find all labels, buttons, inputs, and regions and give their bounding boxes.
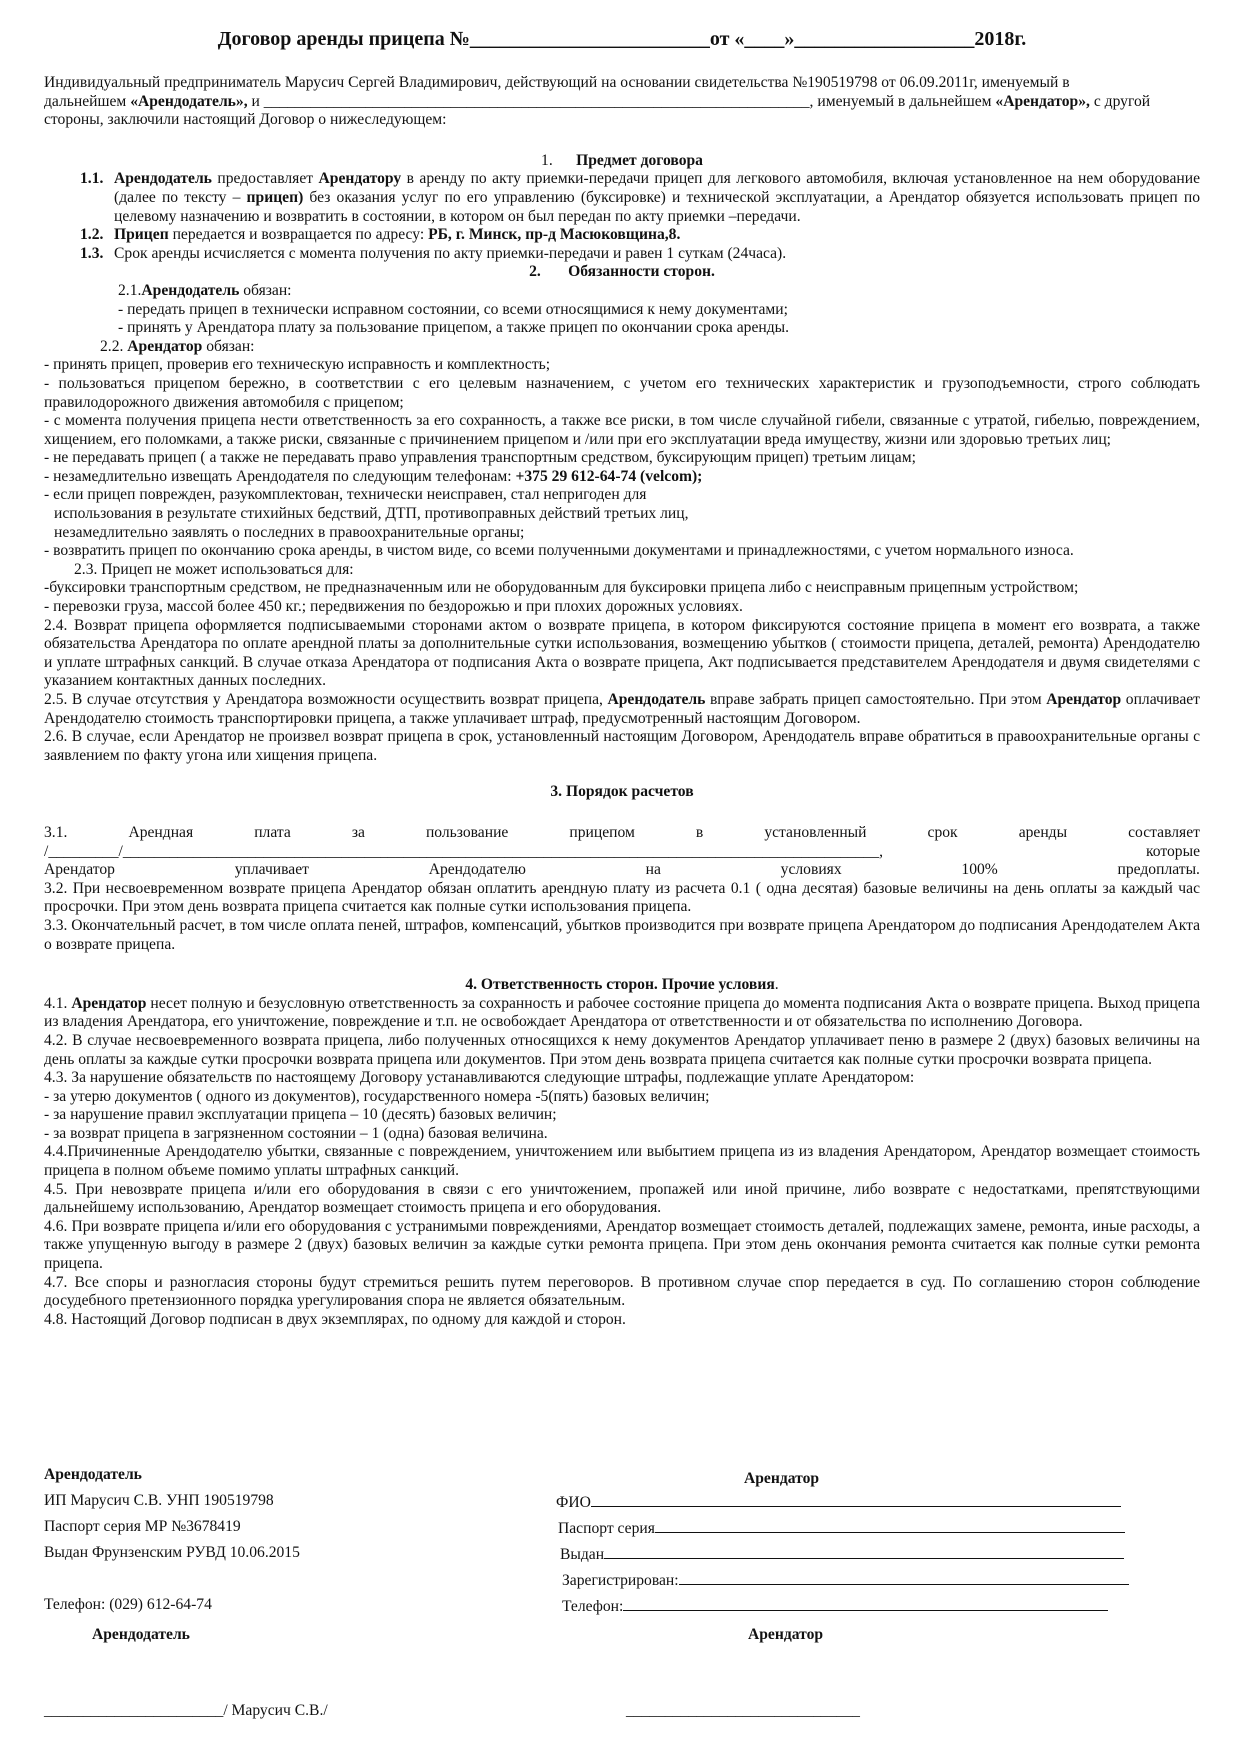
clause-4-2: 4.2. В случае несвоевременного возврата прицепа, либо полученных относящихся к нему документов Арендатор уплачивает пеню в размере 2 (двух) базовых величины на день оплаты за каждые сутки просрочки возврата прицепа или документов. При этом день возврата прицепа считается как полные сутки просрочки возврата прицепа.: [44, 1031, 1200, 1068]
list-item: - возвратить прицеп по окончанию срока аренды, в чистом виде, со всеми полученными документами и принадлежностями, с учетом нормального износа.: [44, 542, 1074, 560]
phone-number: +375 29 612-64-74 (velcom);: [515, 467, 703, 485]
section-2-number: 2.: [529, 263, 541, 281]
word: пользование: [425, 823, 509, 841]
contract-page: [44, 26, 1201, 1719]
list-item: - за возврат прицепа в загрязненном состоянии – 1 (одна) базовая величина.: [44, 1124, 548, 1142]
word: за: [351, 823, 365, 841]
list-item: - если прицеп поврежден, разукомплектован, технически неисправен, стал непригоден для: [44, 486, 647, 504]
clause-2-3: 2.3. Прицеп не может использоваться для:: [74, 560, 354, 578]
list-item: - перевозки груза, массой более 450 кг.; передвижения по бездорожью и при плохих дорожных условиях.: [44, 598, 743, 616]
tenant-sign-heading: Арендатор: [748, 1626, 824, 1643]
text: .: [774, 976, 779, 994]
term: прицеп): [246, 188, 304, 206]
label: Телефон:: [562, 1598, 624, 1615]
word: условиях: [780, 861, 842, 879]
clause-2-4: 2.4. Возврат прицепа оформляется подписываемыми сторонами актом о возврате прицепа, в котором фиксируются состояние прицепа в момент его возврата, а также обязательства Арендатора по оплате арендной платы за дополнительные сутки использования, возмещению убытков ( стоимости прицепа, деталей, ремонта) Арендодателю и уплате штрафных санкций. В случае отказа Арендатора от подписания Акта о возврате прицепа, Акт подписывается представителем Арендодателя и двумя свидетелями с указанием контактных данных последних.: [44, 616, 1200, 690]
intro-text: с другой: [1089, 92, 1151, 110]
clause-3-1-line-3: [44, 861, 1200, 880]
list-item: - принять у Арендатора плату за пользование прицепом, а также прицеп по окончании срока аренды.: [118, 319, 790, 337]
tenant-issued: [560, 1544, 1124, 1565]
list-item-cont: использования в результате стихийных бедствий, ДТП, противоправных действий третьих лиц,: [54, 505, 689, 523]
clause-number: 4.1.: [44, 994, 72, 1012]
intro-paragraph: [44, 74, 1200, 130]
term: Арендатор: [127, 337, 203, 355]
word: аренды: [1018, 823, 1068, 841]
word: предоплаты.: [1117, 861, 1200, 879]
text: предоставляет: [211, 170, 319, 188]
list-item: - пользоваться прицепом бережно, в соответствии с его целевым назначением, с учетом его технических характеристик и грузоподъемности, строго соблюдать правилодорожного движения автомобиля с прицепом;: [44, 374, 1200, 411]
word: установленный: [764, 823, 867, 841]
word: плата: [254, 823, 291, 841]
landlord-phone: Телефон: (029) 612-64-74: [44, 1596, 212, 1613]
clause-4-5: 4.5. При невозврате прицепа и/или его оборудования в связи с его уничтожением, пропажей или иной причине, либо возврате с недостатками, препятствующими дальнейшему использованию, Арендатор возмещает стоимость прицепа и его оборудования.: [44, 1180, 1200, 1217]
text: передается и возвращается по адресу:: [168, 226, 429, 244]
section-1-title: Предмет договора: [576, 151, 703, 169]
clause-4-7: 4.7. Все споры и разногласия стороны будут стремиться решить путем переговоров. В противном случае спор передается в суд. По соглашению сторон соблюдение досудебного претензионного порядка урегулирования спора не является обязательным.: [44, 1273, 1200, 1310]
clause-text: [114, 170, 1200, 226]
tenant-fio: [556, 1492, 1121, 1513]
section-2-title: Обязанности сторон.: [568, 263, 715, 281]
section-2-heading: [44, 263, 1200, 282]
clause-2-5: [44, 691, 1200, 728]
clause-text: Срок аренды исчисляется с момента получения по акту приемки-передачи и равен 1 суткам (24часа).: [114, 244, 787, 262]
term: Арендодатель: [141, 281, 240, 299]
list-item: -буксировки транспортным средством, не предназначенным или не оборудованным для буксировки прицепа либо с неисправным прицепным устройством;: [44, 579, 1079, 597]
text: без оказания услуг по его управлению (буксировке) и технической эксплуатации, а Арендатор обязуется использовать прицеп по целевому назначению и возвратить в состоянии, в котором он был передан по акту приемки –передачи.: [114, 188, 1201, 225]
word: срок: [927, 823, 958, 841]
intro-landlord: «Арендодатель»,: [130, 92, 252, 110]
section-1-number: 1.: [541, 151, 553, 169]
amount-blank: /_________/_________________________________________________________________________________________________,: [44, 842, 884, 860]
text: - незамедлительно извещать Арендодателя по следующим телефонам:: [44, 467, 516, 485]
term: Арендатору: [318, 170, 402, 188]
clause-number: 1.2.: [80, 226, 104, 244]
clause-4-4: 4.4.Причиненные Арендодателю убытки, связанные с повреждением, уничтожением или выбытием прицепа из из владения Арендатором, Арендатор возмещает стоимость прицепа в полном объеме помимо уплаты штрафных санкций.: [44, 1143, 1200, 1180]
clause-3-1-line-1: [44, 824, 1200, 843]
landlord-sign-heading: Арендодатель: [92, 1626, 190, 1643]
list-item: - передать прицеп в технически исправном состоянии, со всеми относящимися к нему документами;: [118, 300, 788, 318]
tenant-heading: Арендатор: [744, 1470, 820, 1487]
clause-4-6: 4.6. При возврате прицепа и/или его оборудования с устранимыми повреждениями, Арендатор возмещает стоимость деталей, подлежащих замене, ремонта, иные расходы, а также упущенную выгоду в размере 2 (двух) базовых величин за каждые сутки ремонта прицепа. При этом день окончания ремонта считается как полные сутки ремонта прицепа.: [44, 1217, 1200, 1273]
clause-3-1-line-2: [44, 843, 1200, 862]
word: в: [695, 823, 704, 841]
clause-1-1: [44, 170, 1200, 226]
issued-field[interactable]: [604, 1544, 1124, 1559]
word: Арендная: [128, 823, 194, 841]
word: Арендатор: [44, 861, 115, 879]
text: в аренду по акту приемки-передачи прицеп для легкового автомобиля, включая установленное на нем оборудование (далее по тексту –: [114, 170, 1201, 206]
term: Арендатор: [1046, 691, 1122, 708]
address: РБ, г. Минск, пр-д Масюковщина,8.: [428, 226, 681, 244]
clause-number: 2.2.: [100, 337, 128, 355]
list-item: - за утерю документов ( одного из документов), государственного номера -5(пять) базовых величин;: [44, 1087, 710, 1105]
landlord-heading: Арендодатель: [44, 1466, 142, 1483]
term: Арендодатель: [607, 691, 706, 708]
intro-tenant: «Арендатор»,: [995, 92, 1090, 110]
landlord-issued: Выдан Фрунзенским РУВД 10.06.2015: [44, 1544, 300, 1561]
word: которые: [1146, 842, 1200, 860]
clause-3-2: 3.2. При несвоевременном возврате прицепа Арендатор обязан оплатить арендную плату из расчета 0.1 ( одна десятая) базовые величины на день оплаты за каждый час просрочки. При этом день возврата прицепа считается как полные сутки использования прицепа.: [44, 879, 1200, 916]
label: Зарегистрирован:: [562, 1572, 679, 1589]
intro-text: дальнейшем: [44, 92, 131, 110]
word: на: [645, 861, 661, 879]
word: уплачивает: [234, 861, 309, 879]
clause-1-3: [44, 245, 1200, 264]
clause-2-1: [44, 282, 1200, 301]
label: ФИО: [556, 1494, 591, 1511]
term: Арендатор: [71, 994, 147, 1012]
clause-number: 1.3.: [80, 244, 104, 262]
clause-4-3: 4.3. За нарушение обязательств по настоящему Договору устанавливаются следующие штрафы, подлежащие уплате Арендатором:: [44, 1069, 915, 1087]
landlord-signature-line: _______________________/ Марусич С.В./: [44, 1702, 328, 1719]
fio-field[interactable]: [591, 1492, 1121, 1507]
registered-field[interactable]: [679, 1570, 1129, 1585]
text: обязан:: [239, 281, 292, 299]
list-item: - не передавать прицеп ( а также не передавать право управления транспортным средством, буксирующим прицеп) третьим лицам;: [44, 449, 916, 467]
section-4-title: 4. Ответственность сторон. Прочие условия: [465, 976, 775, 994]
text: несет полную и безусловную ответственность за сохранность и рабочее состояние прицепа до момента подписания Акта о возврате прицепа. Выход прицепа из владения Арендатора, его уничтожение, повреждение и т.п. не освобождает Арендатора от ответственности и от обязательства по исполнению Договора.: [44, 994, 1200, 1031]
section-4-heading: [44, 976, 1200, 995]
clause-1-2: [44, 226, 1200, 245]
label: Паспорт серия: [558, 1520, 655, 1537]
list-item: [44, 468, 1200, 487]
phone-field[interactable]: [623, 1596, 1108, 1611]
term: Прицеп: [114, 226, 169, 244]
intro-line-2: [44, 93, 1200, 112]
clause-2-6: 2.6. В случае, если Арендатор не произвел возврат прицепа в срок, установленный настоящим Договором, Арендодатель вправе обратиться в правоохранительные органы с заявлением по факту угона или хищения прицепа.: [44, 728, 1200, 764]
clause-4-1: [44, 995, 1200, 1032]
clause-number: 2.1.: [118, 281, 142, 299]
tenant-passport: [558, 1518, 1125, 1539]
list-item: - принять прицеп, проверив его техническую исправность и комплектность;: [44, 356, 551, 374]
term: Арендодатель: [114, 170, 212, 188]
list-item: - за нарушение правил эксплуатации прицепа – 10 (десять) базовых величин;: [44, 1106, 557, 1124]
text: вправе забрать прицеп самостоятельно. При этом: [705, 691, 1047, 708]
landlord-company: ИП Марусич С.В. УНП 190519798: [44, 1492, 274, 1509]
label: Выдан: [560, 1546, 605, 1563]
list-item-cont: незамедлительно заявлять о последних в правоохранительные органы;: [54, 523, 525, 541]
passport-field[interactable]: [655, 1518, 1125, 1533]
word: 100%: [961, 861, 998, 879]
word: 3.1.: [44, 823, 68, 841]
word: прицепом: [569, 823, 635, 841]
word: Арендодателю: [428, 861, 526, 879]
word: составляет: [1128, 823, 1200, 841]
clause-number: 1.1.: [80, 170, 104, 188]
text: оплачивает Арендодателю стоимость транспортировки прицепа, а также уплачивает штраф, предусмотренный настоящим Договором.: [44, 691, 1200, 727]
tenant-phone: [562, 1596, 1108, 1617]
tenant-registered: [562, 1570, 1129, 1591]
clause-2-2: [44, 338, 1200, 357]
tenant-signature-line: ______________________________: [626, 1702, 860, 1719]
intro-line-3: стороны, заключили настоящий Договор о нижеследующем:: [44, 111, 447, 129]
section-3-title: 3. Порядок расчетов: [550, 783, 694, 801]
intro-line-1: Индивидуальный предприниматель Марусич Сергей Владимирович, действующий на основании свидетельства №190519798 от 06.09.2011г, именуемый в: [44, 74, 1070, 91]
clause-3-3: 3.3. Окончательный расчет, в том числе оплата пеней, штрафов, компенсаций, убытков производится при возврате прицепа Арендатором до подписания Арендодателем Акта о возврате прицепа.: [44, 916, 1200, 953]
section-1-heading: [44, 152, 1200, 171]
clause-text: [114, 226, 1200, 245]
clause-4-8: 4.8. Настоящий Договор подписан в двух экземплярах, по одному для каждой и сторон.: [44, 1310, 626, 1328]
text: обязан:: [202, 337, 255, 355]
landlord-passport: Паспорт серия МР №3678419: [44, 1518, 241, 1535]
list-item: - с момента получения прицепа нести ответственность за его сохранность, а также все риски, в том числе случайной гибели, связанные с утратой, гибелью, повреждением, хищением, его поломками, а также риски, связанные с причинением прицепом и /или при его эксплуатации вреда имуществу, жизни или здоровью третьих лиц;: [44, 412, 1200, 448]
document-title: Договор аренды прицепа №________________________от «____»__________________2018г.: [217, 28, 1027, 50]
text: 2.5. В случае отсутствия у Арендатора возможности осуществить возврат прицепа,: [44, 691, 608, 708]
intro-text: и ______________________________________________________________________, именуемый в дальнейшем: [251, 92, 996, 110]
